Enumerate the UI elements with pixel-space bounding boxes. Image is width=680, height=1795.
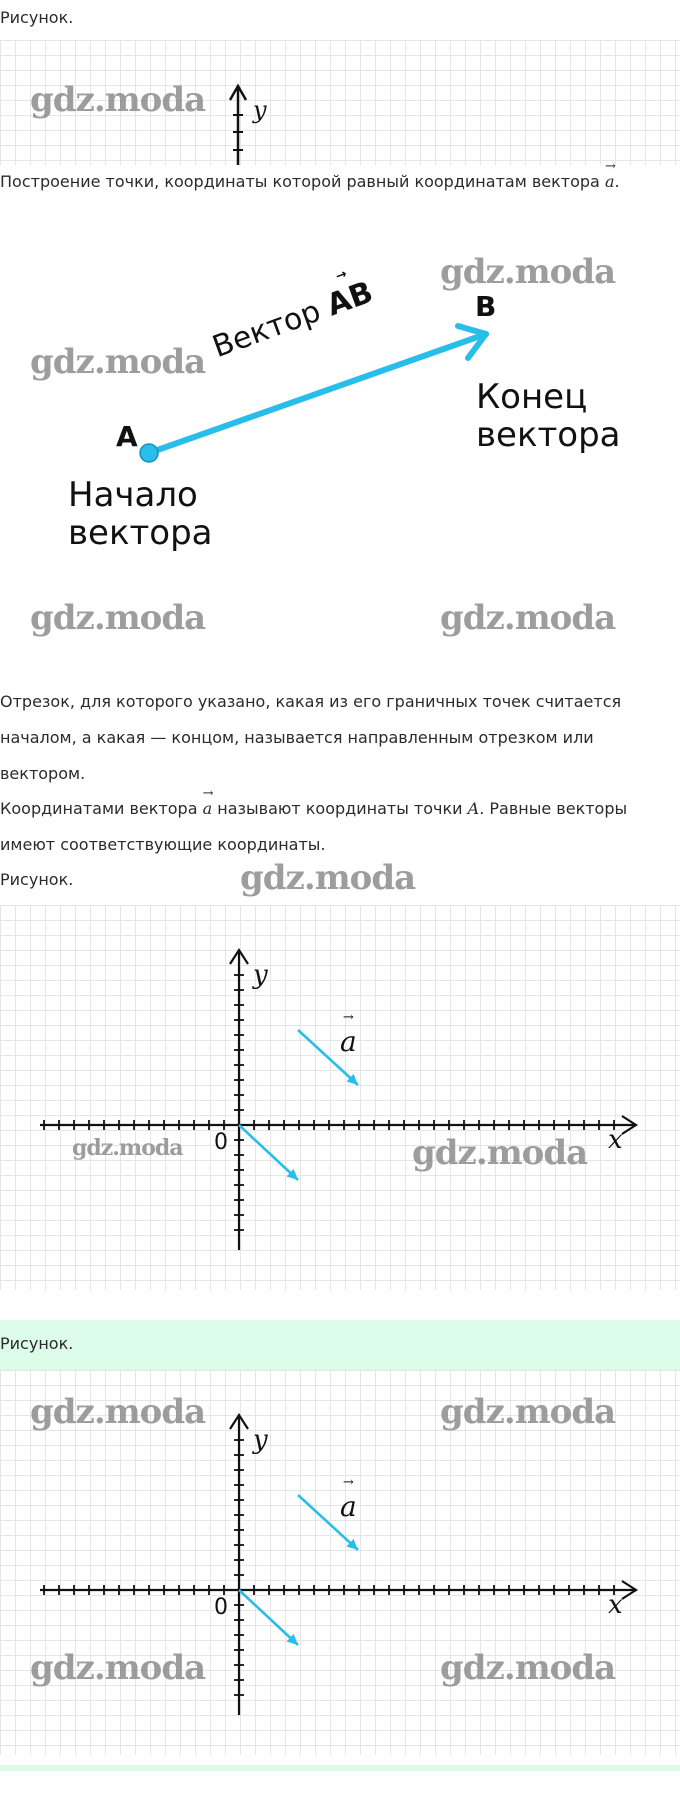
construction-paragraph: Построение точки, координаты которой равный координатам вектора → a. (0, 164, 620, 200)
watermark: gdz.moda (412, 1133, 588, 1173)
vector-a-from-origin (239, 1125, 298, 1180)
figure-caption: Рисунок. (0, 1334, 74, 1353)
figure-caption: Рисунок. (0, 870, 74, 889)
watermark: gdz.moda (240, 858, 416, 898)
point-a-symbol: A (467, 799, 480, 818)
definition-paragraph: Отрезок, для которого указано, какая из его граничных точек считается началом, а какая — концом, называется направленным отрезком или вектором. (0, 692, 622, 783)
vector-a-from-origin (239, 1590, 298, 1645)
coordinate-axes (0, 905, 680, 1290)
watermark: gdz.moda (440, 1648, 616, 1688)
highlight-strip (0, 1765, 680, 1771)
x-axis-label: x (608, 1590, 623, 1620)
watermark: gdz.moda (440, 598, 616, 638)
watermark: gdz.moda (72, 1135, 183, 1161)
watermark: gdz.moda (30, 80, 206, 120)
figure-4-coordinate-plane (0, 1370, 680, 1755)
figure-2 (0, 230, 680, 650)
y-axis-label: y (253, 1425, 268, 1455)
vector-a-label: → a (340, 1025, 357, 1058)
figure-3-coordinate-plane (0, 905, 680, 1290)
vector-a-symbol: → a (605, 164, 615, 200)
watermark: gdz.moda (440, 252, 616, 292)
y-axis-label: y (253, 96, 267, 124)
watermark: gdz.moda (30, 342, 206, 382)
start-label: Начало вектора (68, 475, 213, 553)
vector-word: Вектор (208, 293, 326, 365)
vector-a-symbol: → a (203, 791, 213, 827)
origin-label: 0 (214, 1130, 228, 1155)
y-axis-fragment (0, 40, 680, 165)
x-axis-label: x (608, 1125, 623, 1155)
end-label: Конец вектора (476, 377, 621, 455)
figure-caption: Рисунок. (0, 8, 74, 27)
highlight-bar (0, 1320, 680, 1370)
point-a-label: A (116, 420, 138, 453)
origin-label: 0 (214, 1595, 228, 1620)
vector-a-label: → a (340, 1490, 357, 1523)
construction-text: Построение точки, координаты которой равный координатам вектора (0, 172, 600, 191)
vector-ab-name: → AB (322, 275, 377, 324)
watermark: gdz.moda (30, 1648, 206, 1688)
watermark: gdz.moda (30, 1392, 206, 1432)
watermark: gdz.moda (440, 1392, 616, 1432)
y-axis-label: y (253, 960, 268, 990)
coordinates-paragraph: Координатами вектора → a называют координаты точки A. Равные векторы имеют соответствующие координаты. (0, 791, 650, 863)
figure-1 (0, 40, 680, 165)
watermark: gdz.moda (30, 598, 206, 638)
point-b-label: B (475, 290, 497, 323)
